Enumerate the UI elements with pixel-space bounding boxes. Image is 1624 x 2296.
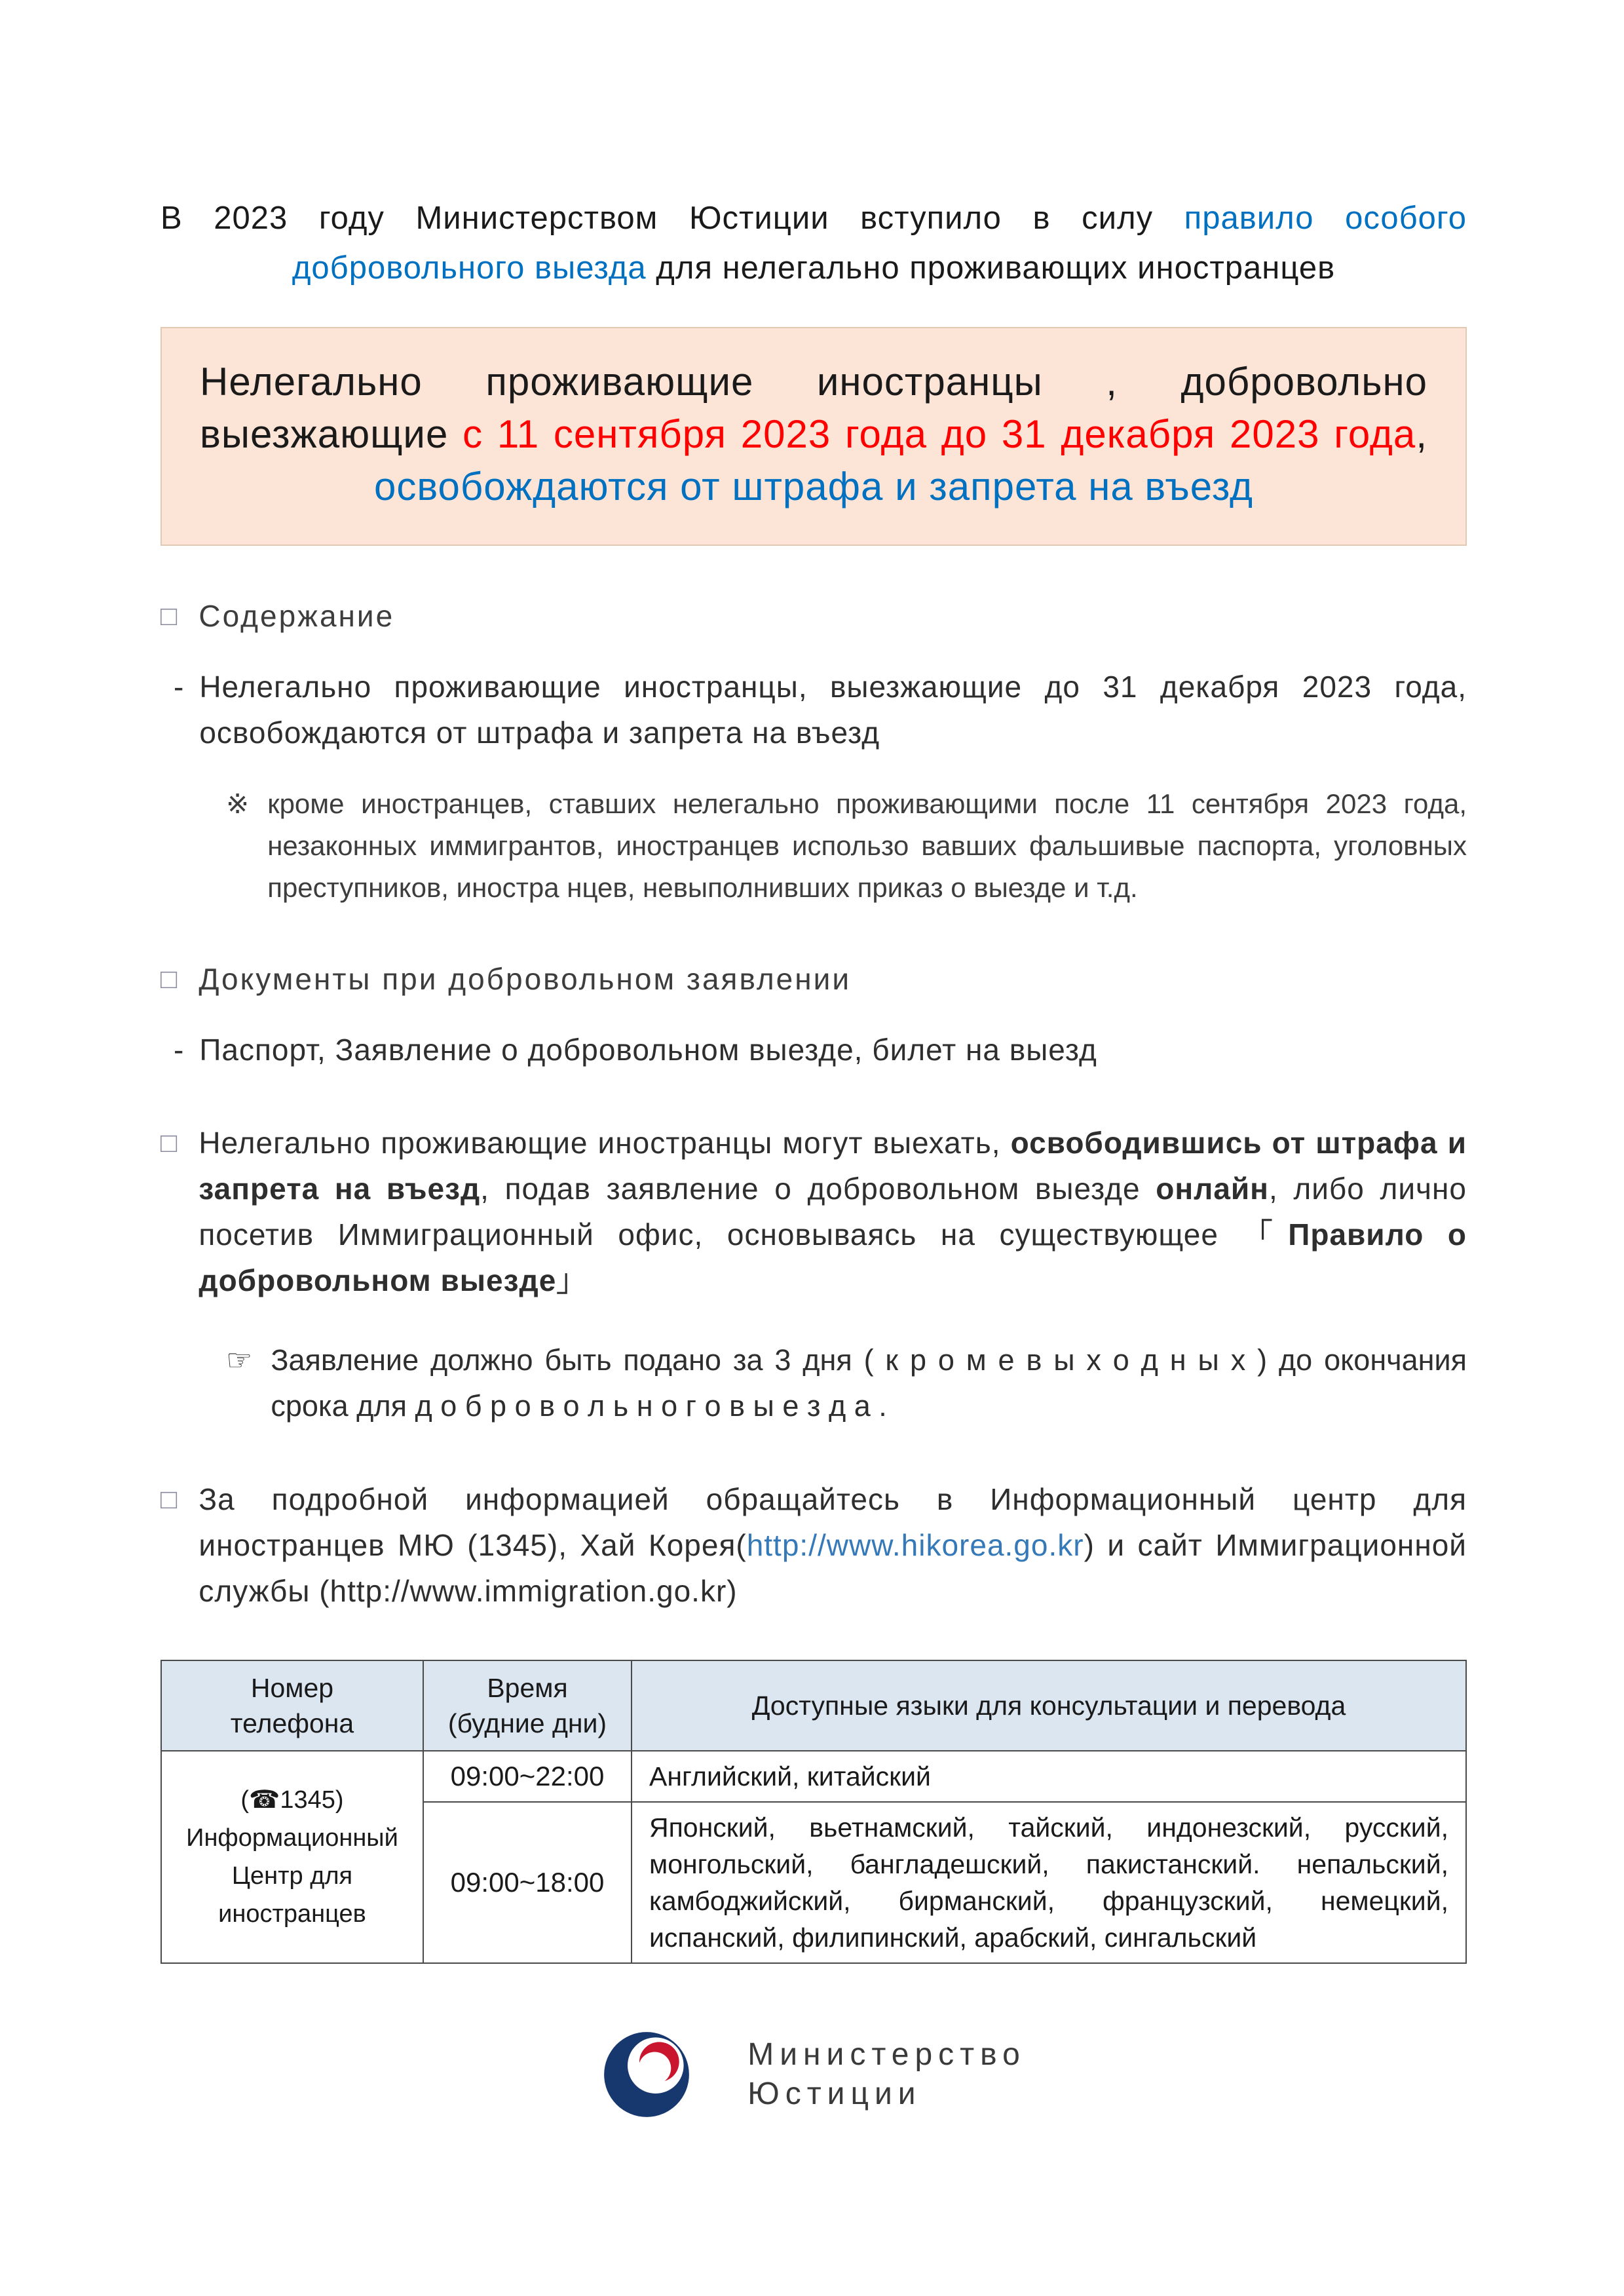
content-list-item-text: Нелегально проживающие иностранцы, выезжающие до 31 декабря 2023 года, освобождаются от штрафа и запрета на въезд [199,670,1467,750]
banner-text-comma: , [1416,412,1427,456]
section-documents-heading-label: Документы при добровольном заявлении [198,962,852,996]
departure-deadline-note [226,1337,1467,1429]
phone-cell-line2: Информационный [186,1824,398,1852]
footer [161,2029,1467,2120]
page-title [161,193,1467,293]
ministry-name-line2: Юстиции [747,2076,922,2111]
departure-text-1: Нелегально проживающие иностранцы могут выехать, [198,1126,1011,1160]
section-departure-paragraph [161,1120,1467,1303]
table-header-time-line1: Время [487,1673,568,1703]
table-header-phone-line2: телефона [230,1708,354,1738]
ministry-name [747,2035,1026,2114]
departure-text-3: , подав заявление о добровольном выезде [480,1172,1156,1206]
dash-icon: - [174,670,184,704]
info-text-2: ) и сайт Иммиграционной службы (http://www.immigration.go.kr) [198,1528,1467,1608]
pointing-hand-icon: ☞ [226,1343,253,1377]
reference-mark-icon: ※ [226,788,250,819]
section-content-heading-label: Содержание [198,599,395,633]
banner-text-dates: с 11 сентября 2023 года до 31 декабря 2023 года [463,412,1416,456]
content-list-item [174,664,1467,756]
info-text-1: За подробной информацией обращайтесь в Информационный центр для иностранцев МЮ (1345), Хай Корея( [198,1482,1467,1562]
ministry-of-justice-logo [601,2029,692,2120]
departure-text-4-bold: онлайн [1156,1172,1269,1206]
departure-text-6-bold: 「Правило о добровольном выезде」 [198,1217,1467,1297]
section-documents-heading [161,956,1467,1002]
section-info-paragraph [161,1476,1467,1614]
banner-text-plain: Нелегально проживающие иностранцы , добровольно выезжающие [200,360,1427,456]
table-row [161,1751,1466,1802]
ministry-name-line1: Министерство [747,2037,1026,2072]
table-header-phone [161,1660,423,1751]
phone-cell-line3: Центр для [231,1862,353,1890]
table-header-time [423,1660,632,1751]
table-header-time-line2: (будние дни) [447,1708,607,1738]
phone-cell-line4: иностранцев [218,1900,366,1928]
time-cell: 09:00~18:00 [423,1802,632,1963]
title-text-highlighted: правило особого добровольного выезда [292,201,1467,286]
checkbox-icon: □ [161,600,179,631]
banner-text-exemption: освобождаются от штрафа и запрета на въезд [373,465,1254,508]
checkbox-icon: □ [161,963,179,994]
departure-text-2-bold: освободившись от штрафа и запрета на въезд [198,1126,1467,1206]
title-text-plain: В 2023 году Министерством Юстиции вступило в силу [161,201,1184,236]
table-header-languages: Доступные языки для консультации и перевода [632,1660,1466,1751]
checkbox-icon: □ [161,1483,179,1514]
hikorea-link[interactable]: http://www.hikorea.go.kr [746,1528,1084,1562]
contact-info-table [161,1660,1467,1964]
content-exception-note-text: кроме иностранцев, ставших нелегально проживающими после 11 сентября 2023 года, незаконных иммигрантов, иностранцев использо вавших фальшивые паспорта, уголовных преступников, иностра нцев, невыполнивших приказ о выезде и т.д. [267,788,1467,903]
section-content-heading [161,593,1467,639]
table-header-row [161,1660,1466,1751]
highlight-banner [161,327,1467,546]
documents-list-item [174,1027,1467,1073]
table-header-phone-line1: Номер [250,1673,334,1703]
languages-cell: Английский, китайский [632,1751,1466,1802]
departure-paragraph-text [198,1120,1467,1303]
phone-cell-line1: (☎1345) [240,1786,344,1814]
time-cell: 09:00~22:00 [423,1751,632,1802]
documents-list-item-text: Паспорт, Заявление о добровольном выезде, билет на выезд [199,1033,1097,1067]
departure-text-5: , либо лично посетив Иммиграционный офис, основываясь на существующее [198,1172,1467,1252]
departure-deadline-note-text: Заявление должно быть подано за 3 дня ( к р о м е в ы х о д н ы х ) до окончания срока для д о б р о в о л ь н о г о в ы е з д а . [271,1343,1467,1423]
languages-cell: Японский, вьетнамский, тайский, индонезский, русский, монгольский, бангладешский, пакистанский. непальский, камбоджийский, бирманский, французский, немецкий, испанский, филипинский, арабский, сингальский [632,1802,1466,1963]
info-paragraph-text [198,1476,1467,1614]
title-text-plain-2: для нелегально проживающих иностранцев [646,250,1336,286]
checkbox-icon: □ [161,1127,179,1158]
dash-icon: - [174,1033,184,1067]
content-exception-note [226,783,1467,909]
phone-center-cell [161,1751,423,1963]
